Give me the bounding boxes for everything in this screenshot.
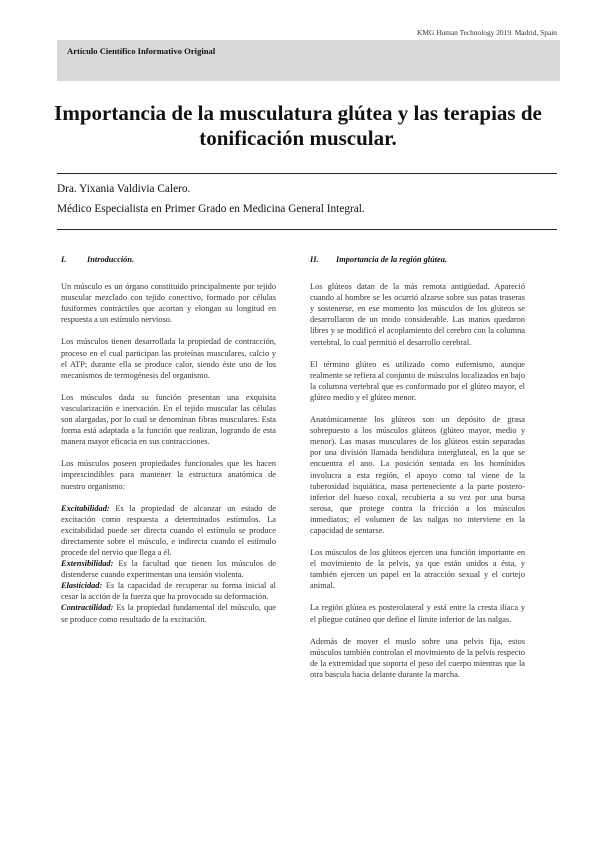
- property-text: Es la propiedad fundamental del músculo, que se produce como resultado de la excitación.: [61, 603, 276, 624]
- property-text: Es la propiedad de alcanzar un estado de excitación como respuesta a determinados estímulos. La excitabilidad puede ser directa cuando el estímulo se produce directamente sobre el músculo, e indirecta cuando el estímulo procede del nervio que llega a él.: [61, 503, 276, 557]
- left-column: [61, 254, 276, 625]
- section-number: I.: [61, 255, 67, 264]
- paragraph: Anatómicamente los glúteos son un depósito de grasa sobrepuesto a los músculos glúteos (glúteo mayor, medio y menor). Las masas musculares de los glúteos están separadas por una división llamada hendidura intergluteal, en la que se encuentra el ano. La posición sentada en los homínidos involucra a esta región, el apoyo como tal viene de la tuberosidad isquiática, masa perteneciente a la parte postero-inferior del hueso coxal, recubierta a su vez por una bursa serosa, que protege contra la fricción a los músculos inmediatos; el volumen de las nalgas no interviene en la capacidad de sentarse.: [310, 415, 525, 535]
- property-elasticidad: [61, 580, 276, 602]
- section-title: Importancia de la región glútea.: [336, 255, 448, 264]
- section-heading-introduccion: [61, 254, 276, 265]
- paragraph: El término glúteo es utilizado como eufemismo, aunque realmente se refiera al conjunto de músculos localizados en bajo la columna vertebral que es conformado por el glúteo mayor, el glúteo medio y el glúteo menor.: [310, 359, 525, 402]
- paragraph: Un músculo es un órgano constituido principalmente por tejido muscular mezclado con tejido conectivo, formado por células fusiformes contráctiles que acortan y elongan su longitud en respuesta a un estímulo nervioso.: [61, 282, 276, 325]
- paragraph: La región glútea es posterolateral y está entre la cresta ilíaca y el pliegue cutáneo que define el límite inferior de las nalgas.: [310, 603, 525, 624]
- paper-title: Importancia de la musculatura glútea y las terapias de tonificación muscular.: [54, 101, 542, 150]
- conference-header: KMG Human Technology 2019. Madrid, Spain: [417, 28, 557, 37]
- article-type-label: Artículo Científico Informativo Original: [67, 46, 216, 56]
- paragraph: Los glúteos datan de la más remota antigüedad. Apareció cuando al hombre se les ocurrió alzarse sobre sus patas traseras y sostenerse, en ese momento los músculos de los glúteos se desarrollaron de un modo considerable. Las manos quedaron libres y se modificó el acoplamiento del cerebro con la columna vertebral, lo cual permitió el desarrollo cerebral.: [310, 282, 525, 347]
- property-term: Extensibilidad:: [61, 559, 114, 569]
- paragraph: Los músculos poseen propiedades funcionales que les hacen imprescindibles para mantener la estructura anatómica de nuestro organismo:: [61, 459, 276, 491]
- paragraph: Además de mover el muslo sobre una pelvis fija, estos músculos también controlan el movimiento de la pelvis respecto de la extremidad que soporta el peso del cuerpo mientras que la otra bascula hacia delante durante la marcha.: [310, 636, 525, 679]
- paragraph: Los músculos dada su función presentan una exquisita vascularización e inervación. En el tejido muscular las células son alargadas, por lo cual se denominan fibras musculares. Esta forma está adaptada a la función que realizan, logrando de esta manera mayor eficacia en sus contracciones.: [61, 392, 276, 447]
- section-number: II.: [310, 255, 319, 264]
- paragraph: Los músculos tienen desarrollada la propiedad de contracción, proceso en el cual participan las proteínas musculares, calcio y el ATP; durante ella se produce calor, siendo éste uno de los mecanismos de termogénesis del organismo.: [61, 337, 276, 380]
- property-term: Excitabilidad:: [61, 503, 110, 513]
- author-position: Médico Especialista en Primer Grado en Medicina General Integral.: [57, 203, 365, 215]
- property-extensibilidad: [61, 558, 276, 580]
- property-contractilidad: [61, 602, 276, 624]
- paragraph: Los músculos de los glúteos ejercen una función importante en el movimiento de la pelvis, ya que están unidos a ésta, y también ejercen un papel en la atracción sexual y el cortejo animal.: [310, 548, 525, 591]
- section-title: Introducción.: [87, 255, 135, 264]
- title-divider-top: [57, 173, 557, 174]
- author-name: Dra. Yixania Valdivia Calero.: [57, 183, 191, 195]
- property-excitabilidad: [61, 503, 276, 558]
- title-divider-bottom: [57, 229, 557, 230]
- right-column: [310, 254, 525, 691]
- property-term: Contractilidad:: [61, 603, 114, 613]
- property-term: Elasticidad:: [61, 581, 103, 591]
- property-text: Es la facultad que tienen los músculos de distenderse cuando experimentan una tensión violenta.: [61, 559, 276, 580]
- article-type-banner: [57, 40, 560, 81]
- property-text: Es la capacidad de recuperar su forma inicial al cesar la acción de la fuerza que ha provocado su deformación.: [61, 581, 276, 602]
- section-heading-region-glutea: [310, 254, 525, 265]
